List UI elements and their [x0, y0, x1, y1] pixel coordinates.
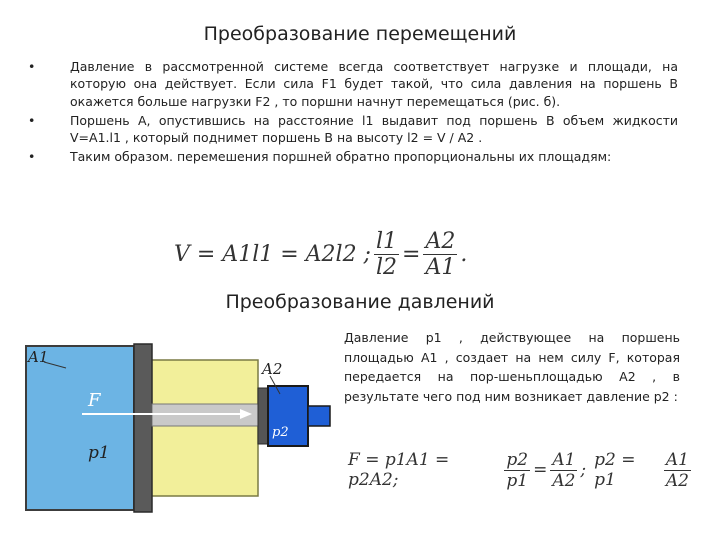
title-displacement: Преобразование перемещений — [203, 23, 517, 45]
large-piston — [134, 344, 152, 512]
label-p1: p1 — [88, 443, 110, 463]
formula-volume-lhs: V = A1l1 = A2l2 ; — [174, 241, 371, 267]
formula-volume — [168, 222, 498, 286]
fraction-a-ratio — [550, 450, 577, 491]
pressure-paragraph: Давление p1 , действующее на поршень площадью A1 , создает на нем силу F, которая передается на пор-шеньплощадью A2 , в результате чего под ним возникает давление p2 : — [344, 330, 680, 404]
fraction-den: p1 — [506, 470, 529, 491]
bullet-text: Таким образом. перемешения поршней обратно пропорциональны их площадям: — [70, 149, 612, 165]
fraction-num: A2 — [425, 228, 456, 254]
outlet-pipe — [308, 406, 330, 426]
title-pressure: Преобразование давлений — [225, 291, 495, 313]
fraction-l — [374, 229, 399, 280]
fraction-num: p2 — [506, 449, 529, 470]
bullet-dot: • — [28, 112, 36, 128]
formula-end: . — [460, 241, 468, 267]
separator: ; — [580, 460, 587, 480]
fraction-a — [423, 229, 457, 280]
label-p2: p2 — [272, 425, 289, 440]
equals-sign: = — [402, 241, 421, 267]
label-a1: A1 — [28, 348, 49, 366]
bullet-item — [28, 112, 678, 147]
fraction-den: A2 — [552, 470, 576, 491]
fraction-den: l2 — [375, 254, 398, 280]
bullet-dot: • — [28, 149, 36, 165]
bullet-dot: • — [28, 59, 36, 74]
formula-p2-expr: p2 = p1 — [594, 450, 636, 490]
hydraulic-diagram — [8, 338, 340, 514]
left-fluid-chamber — [26, 346, 134, 510]
equals-sign: = — [533, 460, 548, 480]
fraction-den: A1 — [425, 254, 456, 280]
small-piston — [258, 388, 268, 444]
bullet-text: Давление в рассмотренной системе всегда соответствует нагрузке и площади, на которую она действует. Если сила F1 будет такой, что сила давления на поршень В окажется больше нагрузки F2 , то поршни начнут перемещаться (рис. б). — [70, 59, 678, 109]
bullet-text: Поршень А, опустившись на расстояние l1 выдавит под поршень В объем жидкости V=A1.l1 , который поднимет поршень В на высоту l2 = V / A2 . — [70, 112, 678, 146]
label-a2: A2 — [262, 360, 283, 378]
fraction-a-ratio-2 — [664, 450, 691, 491]
fraction-num: A1 — [665, 449, 689, 470]
bullet-list — [28, 58, 678, 168]
bullet-item — [28, 148, 678, 165]
fraction-den: A2 — [665, 470, 689, 491]
bullet-item — [28, 58, 678, 110]
formula-pressure-lhs: F = p1A1 = p2A2; — [348, 450, 450, 490]
formula-pressure — [344, 440, 694, 500]
fraction-p — [504, 450, 530, 491]
cylinder-body — [146, 360, 258, 496]
fraction-num: l1 — [375, 228, 398, 254]
fraction-num: A1 — [552, 449, 576, 470]
label-f: F — [88, 390, 101, 411]
